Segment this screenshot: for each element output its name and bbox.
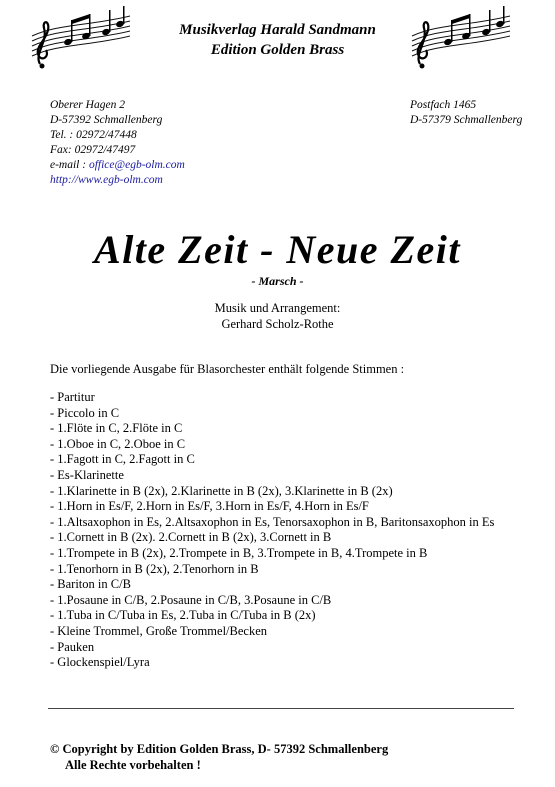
parts-intro: Die vorliegende Ausgabe für Blasorchester enthält folgende Stimmen : [50,362,405,376]
copyright-line: © Copyright by Edition Golden Brass, D- 57392 Schmallenberg [50,742,389,756]
list-item: - 1.Cornett in B (2x). 2.Cornett in B (2x), 3.Cornett in B [50,530,332,545]
list-item: - 1.Fagott in C, 2.Fagott in C [50,452,195,467]
list-item: - Partitur [50,390,95,404]
list-item: - 1.Horn in Es/F, 2.Horn in Es/F, 3.Horn in Es/F, 4.Horn in Es/F [50,499,369,514]
list-item: - 1.Posaune in C/B, 2.Posaune in C/B, 3.Posaune in C/B [50,592,332,607]
list-item: - 1.Tuba in C/Tuba in Es, 2.Tuba in C/Tuba in B (2x) [50,608,316,623]
address-city: D-57392 Schmallenberg [50,114,163,126]
parts-list [50,390,494,671]
copyright-block [50,741,388,773]
address-fax: Fax: 02972/47497 [50,144,136,156]
rights-reserved: Alle Rechte vorbehalten ! [65,758,201,772]
address-street: Oberer Hagen 2 [50,99,125,111]
list-item: - Kleine Trommel, Große Trommel/Becken [50,623,267,638]
piece-genre: - Marsch - [251,274,304,288]
list-item: - Glockenspiel/Lyra [50,655,150,670]
list-item: - 1.Trompete in B (2x), 2.Trompete in B, 3.Trompete in B, 4.Trompete in B [50,545,428,560]
address-email-row [50,158,185,173]
list-item: - 1.Altsaxophon in Es, 2.Altsaxophon in Es, Tenorsaxophon in B, Baritonsaxophon in Es [50,514,495,529]
list-item: - 1.Oboe in C, 2.Oboe in C [50,436,186,451]
email-link[interactable]: office@egb-olm.com [88,159,185,171]
website-link[interactable]: http://www.egb-olm.com [50,174,163,186]
publisher-header [0,20,555,60]
address-tel: Tel. : 02972/47448 [50,129,137,141]
composer-name: Gerhard Scholz-Rothe [221,317,334,331]
list-item: - 1.Flöte in C, 2.Flöte in C [50,421,183,436]
list-item: - Bariton in C/B [50,577,131,592]
credits [0,300,555,332]
postbox-address [410,98,522,128]
edition-name: Edition Golden Brass [210,42,345,58]
footer-divider [48,708,514,709]
list-item: - 1.Klarinette in B (2x), 2.Klarinette in B (2x), 3.Klarinette in B (2x) [50,483,393,498]
credit-label: Musik und Arrangement: [214,301,341,315]
email-label: e-mail : [50,159,89,171]
list-item: - 1.Tenorhorn in B (2x), 2.Tenorhorn in B [50,561,259,576]
piece-title: Alte Zeit - Neue Zeit [94,227,461,272]
publisher-name: Musikverlag Harald Sandmann [179,22,376,38]
list-item: - Pauken [50,639,95,654]
list-item: - Es-Klarinette [50,467,124,482]
postbox-line: Postfach 1465 [410,99,477,111]
postbox-city: D-57379 Schmallenberg [410,114,523,126]
list-item: - Piccolo in C [50,405,120,420]
publisher-address [50,98,185,188]
